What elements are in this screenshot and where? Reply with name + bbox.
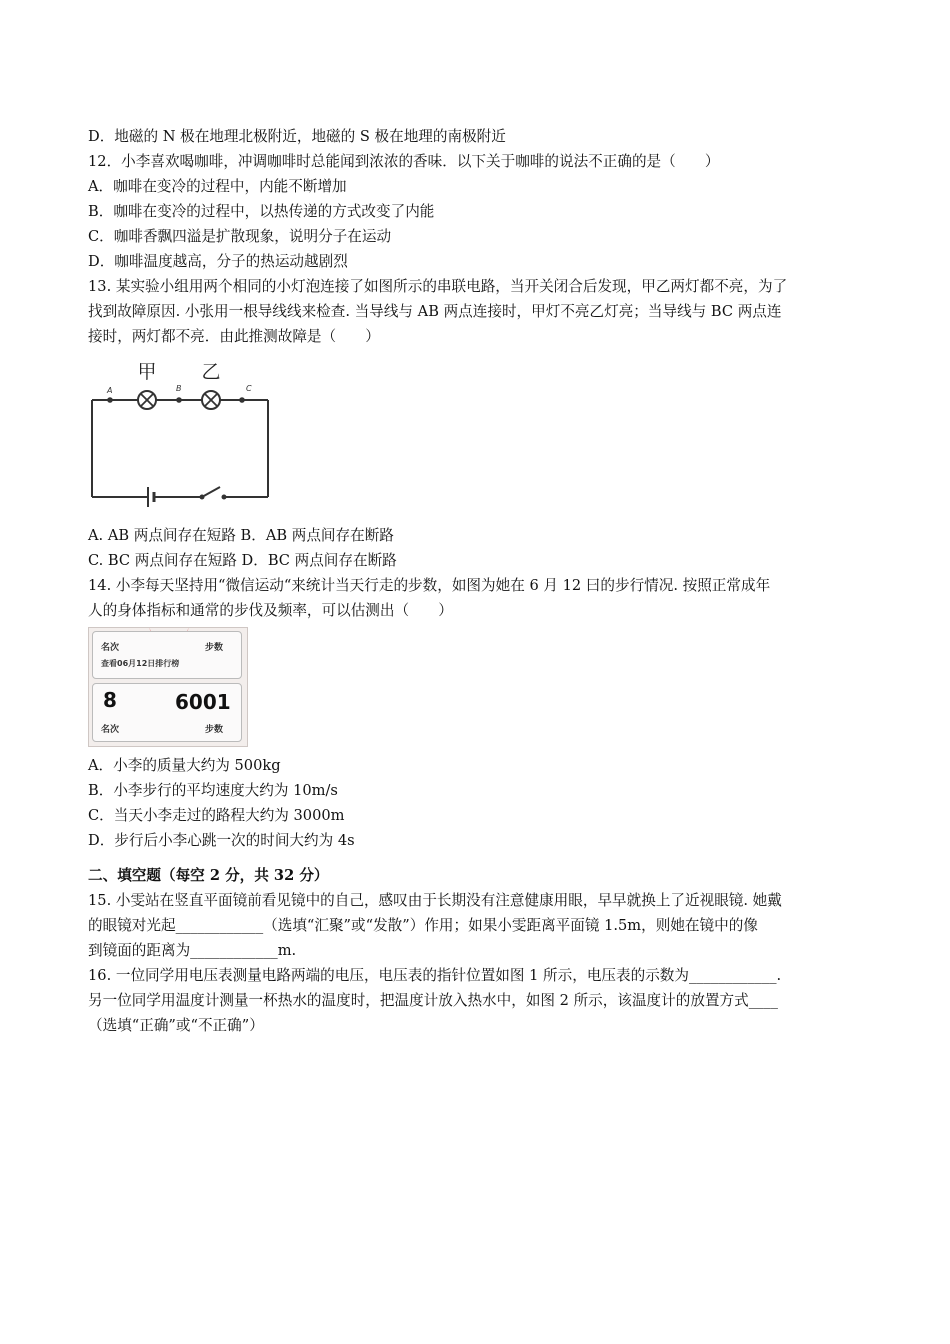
q13-stem-line-1: 13. 某实验小组用两个相同的小灯泡连接了如图所示的串联电路，当开关闭合后发现，甲乙两灯都不亮，为了	[88, 278, 788, 295]
q12-option-b: B．咖啡在变冷的过程中，以热传递的方式改变了内能	[88, 203, 435, 220]
lamp-yi-icon	[202, 391, 220, 409]
q14-option-d: D．步行后小李心跳一次的时间大约为 4s	[88, 832, 355, 849]
steps-value: 6001	[175, 690, 231, 714]
q16-line-2: 另一位同学用温度计测量一杯热水的温度时，把温度计放入热水中，如图 2 所示，该温度计的放置方式____	[88, 992, 778, 1009]
ranking-result-panel	[92, 683, 242, 742]
lamp-jia-label: 甲	[137, 361, 157, 383]
footer-steps-label: 步数	[205, 725, 224, 735]
header-steps-label: 步数	[205, 643, 224, 653]
section-2-title: 二、填空题（每空 2 分，共 32 分）	[88, 867, 329, 884]
wechat-steps-card	[88, 627, 248, 747]
q12-option-d: D．咖啡温度越高，分子的热运动越剧烈	[88, 253, 348, 270]
q15-line-3: 到镜面的距离为____________m.	[88, 942, 297, 959]
q16-line-3: （选填“正确”或“不正确”）	[88, 1017, 264, 1034]
exam-page	[88, 124, 868, 1038]
q12-option-a: A．咖啡在变冷的过程中，内能不断增加	[88, 178, 347, 195]
q14-option-b: B．小李步行的平均速度大约为 10m/s	[88, 782, 338, 799]
q15-line-1: 15. 小雯站在竖直平面镜前看见镜中的自己，感叹由于长期没有注意健康用眼，早早就换上了近视眼镜. 她戴	[88, 892, 782, 909]
junction-b	[176, 397, 182, 403]
point-b-label: B	[176, 384, 182, 393]
steps-figure	[88, 627, 868, 747]
q16-line-1: 16. 一位同学用电压表测量电路两端的电压，电压表的指针位置如图 1 所示，电压表的示数为____________.	[88, 967, 782, 984]
q14-stem-line-1: 14. 小李每天坚持用“微信运动“来统计当天行走的步数，如图为她在 6 月 12 曰的步行情况. 按照正常成年	[88, 577, 771, 594]
q13-options-ab: A. AB 两点间存在短路 B．AB 两点间存在断路	[88, 527, 394, 544]
rank-value: 8	[103, 688, 117, 712]
point-c-label: C	[246, 384, 252, 393]
circuit-figure	[88, 353, 868, 517]
q13-stem-line-2: 找到故障原因. 小张用一根导线线来检查. 当导线与 AB 两点连接时，甲灯不亮乙灯亮；当导线与 BC 两点连	[88, 303, 782, 320]
q14-stem-line-2: 人的身体指标和通常的步伐及频率，可以估测出（ ）	[88, 602, 453, 619]
q12-stem: 12．小李喜欢喝咖啡，冲调咖啡时总能闻到浓浓的香味．以下关于咖啡的说法不正确的是（ ）	[88, 153, 720, 170]
lamp-yi-label: 乙	[201, 361, 221, 383]
lamp-jia-icon	[138, 391, 156, 409]
series-circuit-diagram	[88, 353, 274, 513]
q12-option-c: C．咖啡香飘四溢是扩散现象，说明分子在运动	[88, 228, 392, 245]
footer-rank-label: 名次	[101, 725, 120, 735]
junction-a	[107, 397, 113, 403]
q13-options-cd: C. BC 两点间存在短路 D．BC 两点间存在断路	[88, 552, 397, 569]
header-rank-label: 名次	[101, 643, 120, 653]
q14-option-a: A．小李的质量大约为 500kg	[88, 757, 281, 774]
ranking-caption: 查看06月12日排行榜	[101, 659, 180, 668]
q11-option-d: D．地磁的 N 极在地理北极附近，地磁的 S 极在地理的南极附近	[88, 128, 506, 145]
point-a-label: A	[107, 386, 113, 395]
junction-c	[239, 397, 245, 403]
ranking-header-panel	[92, 631, 242, 679]
q14-option-c: C．当天小李走过的路程大约为 3000m	[88, 807, 345, 824]
q13-stem-line-3: 接时，两灯都不亮．由此推测故障是（ ）	[88, 328, 380, 345]
q15-line-2: 的眼镜对光起____________（选填“汇聚”或“发散”）作用；如果小雯距离平面镜 1.5m，则她在镜中的像	[88, 917, 758, 934]
